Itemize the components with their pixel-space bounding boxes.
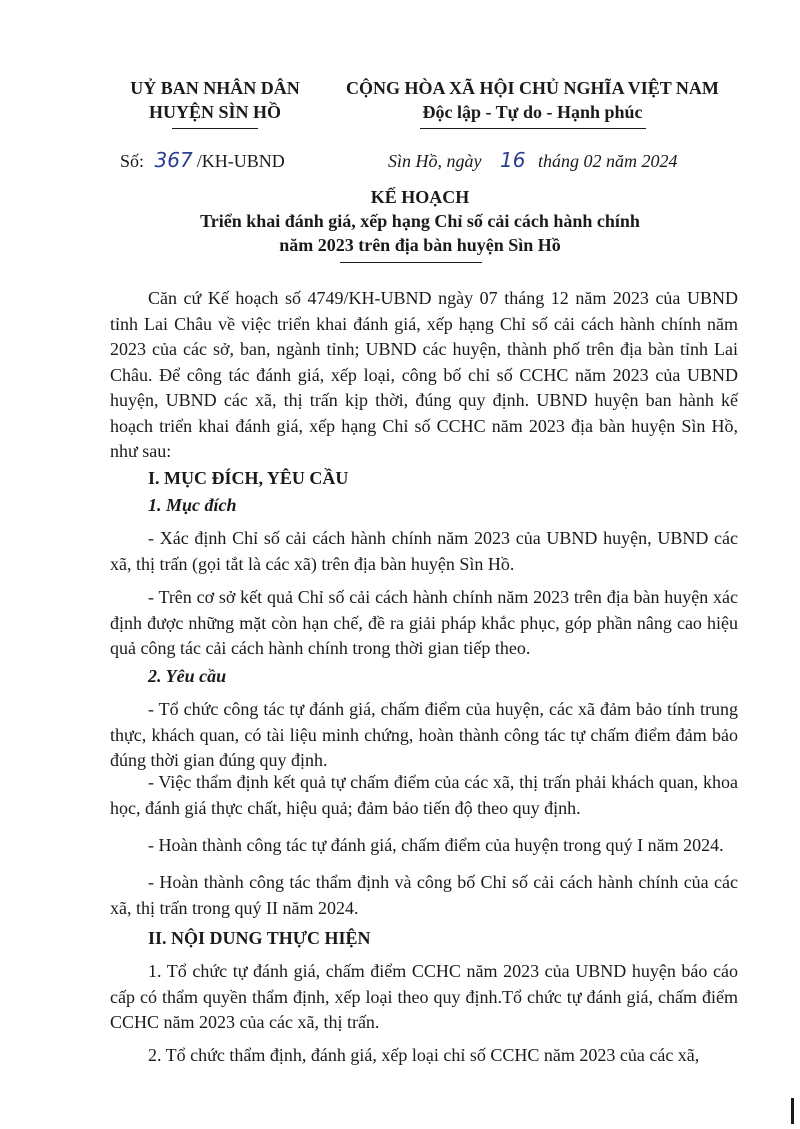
sub2-paragraph3: - Hoàn thành công tác tự đánh giá, chấm điểm của huyện trong quý I năm 2024.	[148, 835, 724, 855]
doc-type-title: KẾ HOẠCH	[370, 187, 470, 207]
motto-underline	[420, 128, 646, 129]
sec2-paragraph2: 2. Tổ chức thẩm định, đánh giá, xếp loại chỉ số CCHC năm 2023 của các xã,	[148, 1045, 700, 1065]
sub1-heading: 1. Mục đích	[148, 495, 237, 515]
doc-number-handwritten: 367	[154, 148, 193, 172]
org-underline	[172, 128, 258, 129]
sub2-paragraph2: - Việc thẩm định kết quả tự chấm điểm của các xã, thị trấn phải khách quan, khoa học, đánh giá thực chất, hiệu quả; đảm bảo tiến độ theo quy định.	[110, 772, 738, 818]
doc-number-prefix: Số:	[120, 151, 145, 171]
sec2-paragraph1: 1. Tổ chức tự đánh giá, chấm điểm CCHC năm 2023 của UBND huyện báo cáo cấp có thẩm quyền thẩm định, xếp loại theo quy định.Tổ chức tự đánh giá, chấm điểm CCHC năm 2023 của các xã, thị trấn.	[110, 961, 738, 1032]
doc-number-suffix: /KH-UBND	[196, 151, 285, 171]
title-underline	[340, 262, 482, 263]
org-name-line2: HUYỆN SÌN HỒ	[148, 102, 282, 122]
doc-subject-line1: Triển khai đánh giá, xếp hạng Chỉ số cải cách hành chính	[200, 211, 640, 231]
org-name-line1: UỶ BAN NHÂN DÂN	[130, 78, 300, 98]
nation-line2: Độc lập - Tự do - Hạnh phúc	[422, 102, 643, 122]
scan-edge-mark	[791, 1098, 794, 1124]
date-prefix: Sìn Hồ, ngày	[388, 151, 482, 171]
sub2-paragraph4: - Hoàn thành công tác thẩm định và công bố Chỉ số cải cách hành chính của các xã, thị trấn trong quý II năm 2024.	[110, 872, 738, 918]
sub1-paragraph1: - Xác định Chỉ số cải cách hành chính năm 2023 của UBND huyện, UBND các xã, thị trấn (gọi tắt là các xã) trên địa bàn huyện Sìn Hồ.	[110, 528, 738, 574]
sub1-paragraph2: - Trên cơ sở kết quả Chỉ số cải cách hành chính năm 2023 trên địa bàn huyện xác định được những mặt còn hạn chế, đề ra giải pháp khắc phục, góp phần nâng cao hiệu quả công tác cải cách hành chính trong thời gian tiếp theo.	[110, 587, 738, 658]
date-suffix: tháng 02 năm 2024	[537, 151, 678, 171]
section1-heading: I. MỤC ĐÍCH, YÊU CẦU	[148, 468, 349, 488]
intro-paragraph: Căn cứ Kế hoạch số 4749/KH-UBND ngày 07 tháng 12 năm 2023 của UBND tỉnh Lai Châu về việc triển khai đánh giá, xếp hạng Chỉ số cải cách hành chính năm 2023 của các sở, ban, ngành tỉnh; UBND các huyện, thành phố trên địa bàn tỉnh Lai Châu. Để công tác đánh giá, xếp loại, công bố chỉ số CCHC năm 2023 của UBND huyện, UBND các xã, thị trấn kịp thời, đúng quy định. UBND huyện ban hành kế hoạch triển khai đánh giá, xếp hạng Chỉ số CCHC năm 2023 địa bàn huyện Sìn Hồ, như sau:	[110, 288, 738, 461]
section2-heading: II. NỘI DUNG THỰC HIỆN	[148, 928, 371, 948]
date-day-handwritten: 16	[500, 148, 526, 172]
sub2-heading: 2. Yêu cầu	[148, 666, 227, 686]
doc-subject-line2: năm 2023 trên địa bàn huyện Sìn Hồ	[279, 235, 561, 255]
doc-number	[120, 148, 285, 172]
nation-line1: CỘNG HÒA XÃ HỘI CHỦ NGHĨA VIỆT NAM	[346, 78, 719, 98]
doc-date	[388, 148, 677, 172]
sub2-paragraph1: - Tổ chức công tác tự đánh giá, chấm điểm của huyện, các xã đảm bảo tính trung thực, khách quan, có tài liệu minh chứng, hoàn thành công tác tự chấm điểm đảm bảo đúng thời gian đúng quy định.	[110, 699, 738, 770]
